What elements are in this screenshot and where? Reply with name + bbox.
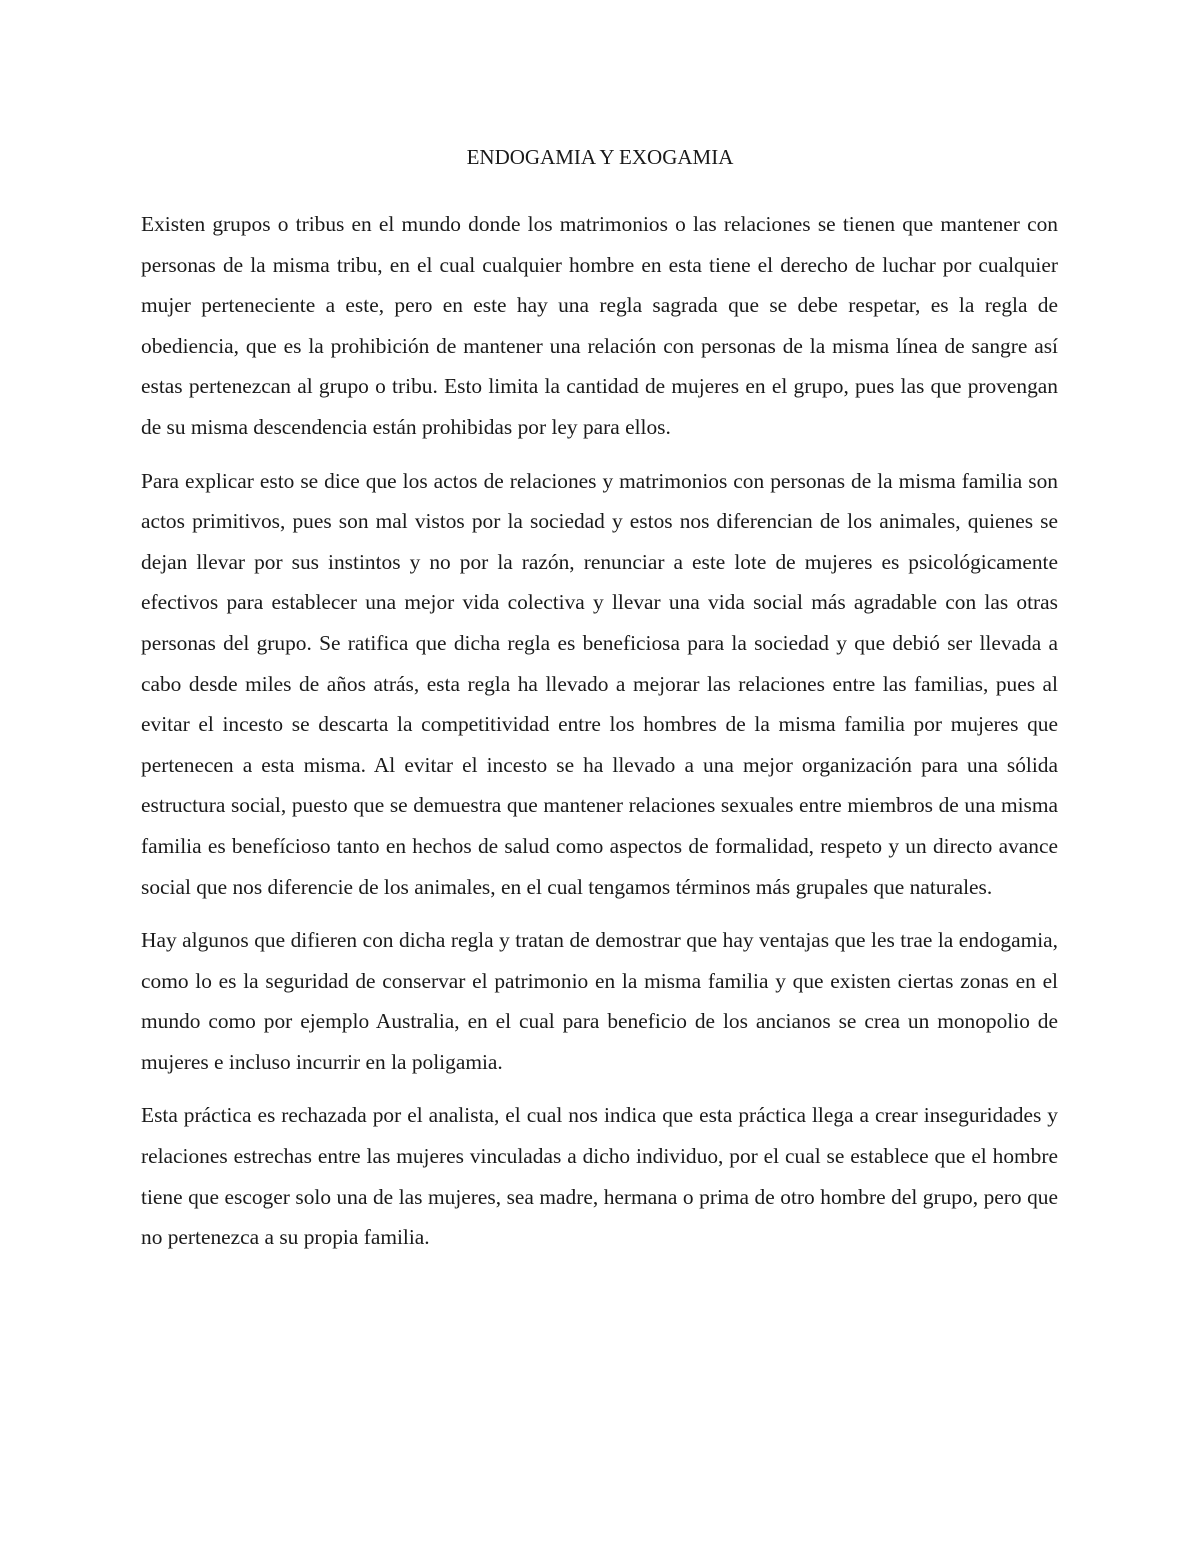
document-title: ENDOGAMIA Y EXOGAMIA xyxy=(466,145,734,169)
paragraph-4: Esta práctica es rechazada por el analista, el cual nos indica que esta práctica llega a crear inseguridades y relaciones estrechas entre las mujeres vinculadas a dicho individuo, por el cual se establece que el hombre tiene que escoger solo una de las mujeres, sea madre, hermana o prima de otro hombre del grupo, pero que no pertenezca a su propia familia. xyxy=(141,1103,1058,1250)
paragraph-1: Existen grupos o tribus en el mundo donde los matrimonios o las relaciones se tienen que mantener con personas de la misma tribu, en el cual cualquier hombre en esta tiene el derecho de luchar por cualquier mujer perteneciente a este, pero en este hay una regla sagrada que se debe respetar, es la regla de obediencia, que es la prohibición de mantener una relación con personas de la misma línea de sangre así estas pertenezcan al grupo o tribu. Esto limita la cantidad de mujeres en el grupo, pues las que provengan de su misma descendencia están prohibidas por ley para ellos. xyxy=(141,212,1058,439)
paragraph-3: Hay algunos que difieren con dicha regla y tratan de demostrar que hay ventajas que les trae la endogamia, como lo es la seguridad de conservar el patrimonio en la misma familia y que existen ciertas zonas en el mundo como por ejemplo Australia, en el cual para beneficio de los ancianos se crea un monopolio de mujeres e incluso incurrir en la poligamia. xyxy=(141,928,1058,1074)
document-body xyxy=(141,204,1058,1271)
paragraph-2: Para explicar esto se dice que los actos de relaciones y matrimonios con personas de la misma familia son actos primitivos, pues son mal vistos por la sociedad y estos nos diferencian de los animales, quienes se dejan llevar por sus instintos y no por la razón, renunciar a este lote de mujeres es psicológicamente efectivos para establecer una mejor vida colectiva y llevar una vida social más agradable con las otras personas del grupo. Se ratifica que dicha regla es beneficiosa para la sociedad y que debió ser llevada a cabo desde miles de años atrás, esta regla ha llevado a mejorar las relaciones entre las familias, pues al evitar el incesto se descarta la competitividad entre los hombres de la misma familia por mujeres que pertenecen a esta misma. Al evitar el incesto se ha llevado a una mejor organización para una sólida estructura social, puesto que se demuestra que mantener relaciones sexuales entre miembros de una misma familia es benefícioso tanto en hechos de salud como aspectos de formalidad, respeto y un directo avance social que nos diferencie de los animales, en el cual tengamos términos más grupales que naturales. xyxy=(141,468,1058,899)
